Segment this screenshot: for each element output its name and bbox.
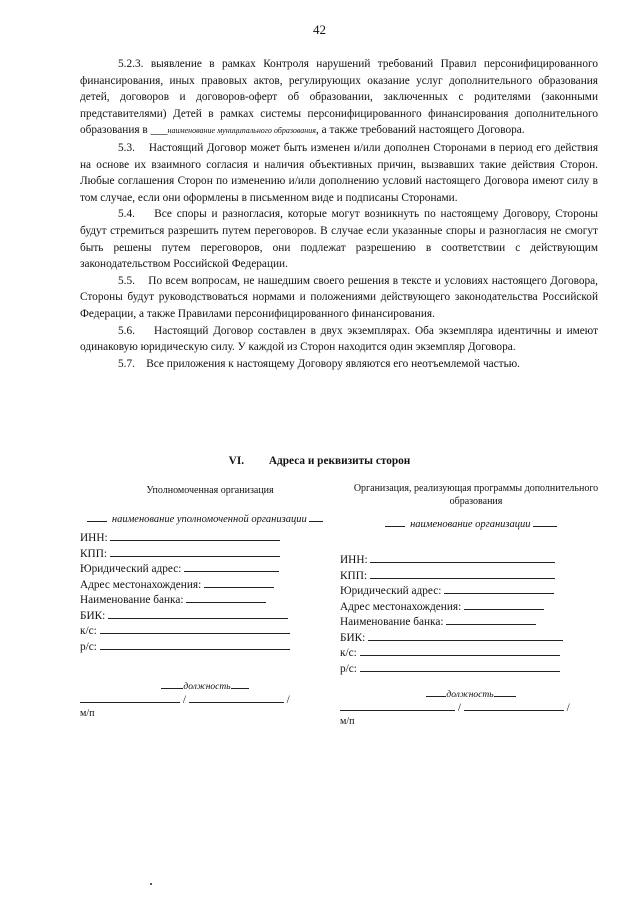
clause-5-2-3: 5.2.3. выявление в рамках Контроля нарушений требований Правил персонифицированного финансирования, иных правовых актов, регулирующих оказание услуг дополнительного образования детей, договоров и договоров-оферт об образовании, заключенных с родителями (законными представителями) Детей в рамках системы персонифицированного финансирования дополнительного образования в ___наименование муниципального образования, а также требований настоящего Договора. [80, 58, 599, 137]
section-title: Адреса и реквизиты сторон [268, 455, 411, 467]
left-rs-row: р/с: [80, 639, 330, 655]
page-number: 42 [313, 22, 326, 37]
right-bank-row: Наименование банка: [340, 614, 602, 630]
left-bank-row: Наименование банка: [80, 592, 330, 608]
right-kpp-row: КПП: [340, 568, 602, 584]
right-party-block [340, 482, 602, 727]
right-stamp-label: м/п [340, 715, 355, 727]
left-party-block [80, 484, 330, 719]
left-inn-row: ИНН: [80, 530, 330, 546]
right-party-title: Организация, реализующая программы дополнительного образования [353, 483, 599, 507]
section-heading [0, 455, 639, 467]
left-ks-row: к/с: [80, 623, 330, 639]
clause-5-4: 5.4. Все споры и разногласия, которые могут возникнуть по настоящему Договору, Стороны будут стремиться разрешить путем переговоров. В случае если указанные споры и разногласия не смогут быть решены путем переговоров, они подлежат разрешению в соответствии с действующим законодательством Российской Федерации. [80, 208, 599, 271]
right-location-row: Адрес местонахождения: [340, 599, 602, 615]
left-signature-line: / / [80, 692, 330, 708]
clause-5-5: 5.5. По всем вопросам, не нашедшим своего решения в тексте и условиях настоящего Договора, Стороны будут руководствоваться нормами и положениями действующего законодательства Российской Федерации, а также Правилами персонифицированного финансирования. [80, 274, 598, 320]
clause-5-6: 5.6. Настоящий Договор составлен в двух экземплярах. Оба экземпляра идентичны и имеют одинаковую юридическую силу. У каждой из Сторон находится один экземпляр Договора. [80, 324, 598, 354]
right-position-label: должность [340, 686, 602, 700]
scan-speck [150, 883, 152, 885]
left-kpp-row: КПП: [80, 546, 330, 562]
right-party-name-placeholder: наименование организации [340, 516, 602, 532]
section-number: VI. [228, 455, 245, 467]
left-location-row: Адрес местонахождения: [80, 577, 330, 593]
left-legal-address-row: Юридический адрес: [80, 561, 330, 577]
right-legal-address-row: Юридический адрес: [340, 583, 602, 599]
right-bik-row: БИК: [340, 630, 602, 646]
right-inn-row: ИНН: [340, 552, 602, 568]
left-bik-row: БИК: [80, 608, 330, 624]
right-rs-row: р/с: [340, 661, 602, 677]
contract-body [80, 56, 598, 372]
clause-5-7: 5.7. Все приложения к настоящему Договору являются его неотъемлемой частью. [118, 357, 521, 370]
left-party-title: Уполномоченная организация [146, 485, 274, 496]
left-party-name-placeholder: наименование уполномоченной организации [80, 511, 330, 527]
left-stamp-label: м/п [80, 707, 95, 719]
clause-5-3: 5.3. Настоящий Договор может быть изменен и/или дополнен Сторонами в период его действия на основе их взаимного согласия и наличия объективных причин, вызвавших такие действия Сторон. Любые соглашения Сторон по изменению и/или дополнению условий настоящего Договора имеют силу в том случае, если они оформлены в письменном виде и подписаны Сторонами. [80, 141, 599, 204]
placeholder-municipality: наименование муниципального образования [167, 126, 316, 136]
left-position-label: должность [80, 678, 330, 692]
right-signature-line: / / [340, 700, 602, 716]
right-ks-row: к/с: [340, 645, 602, 661]
